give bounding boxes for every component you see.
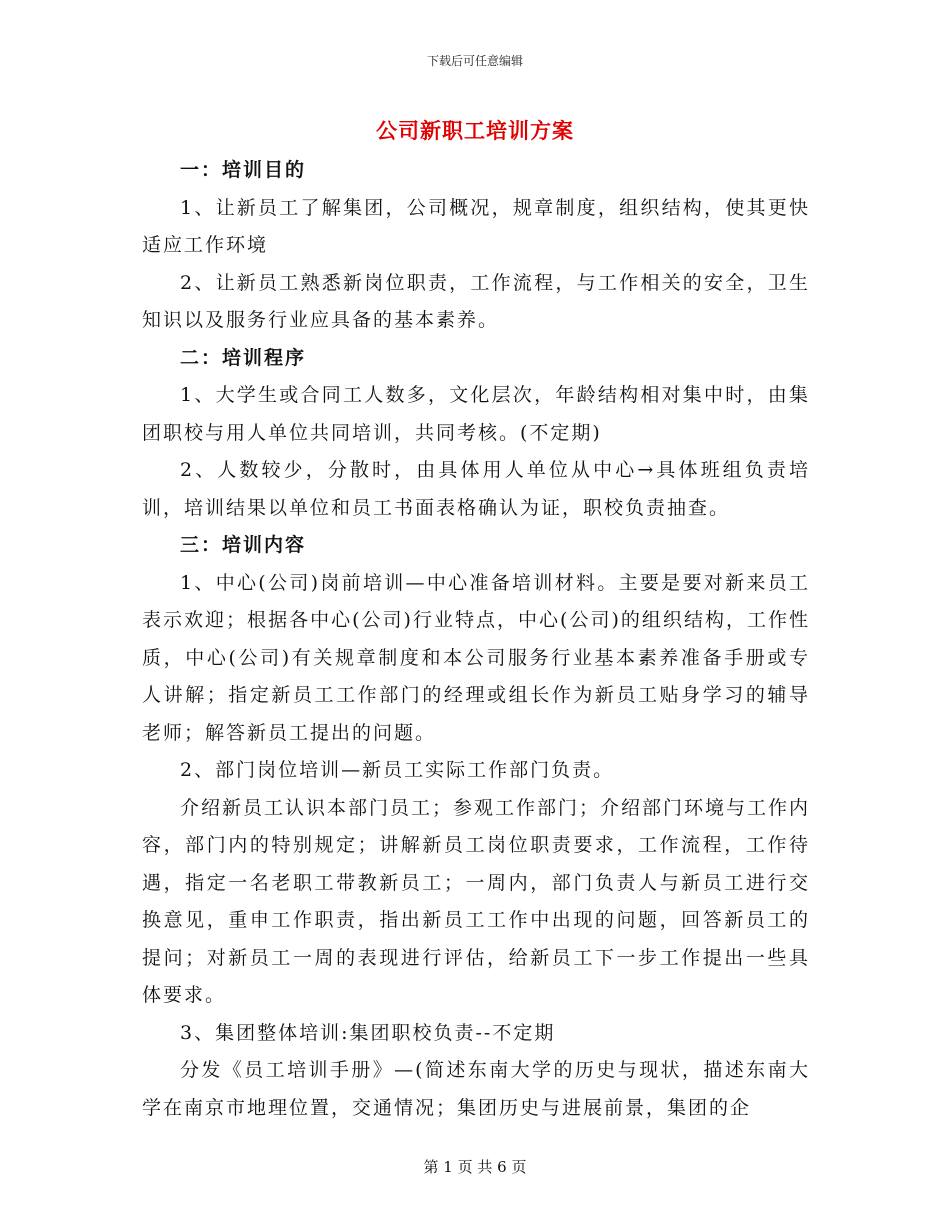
paragraph: 2、让新员工熟悉新岗位职责，工作流程，与工作相关的安全，卫生知识以及服务行业应具备的基本素养。 [142,271,810,331]
section-heading: 一：培训目的 [180,159,307,181]
paragraph: 3、集团整体培训:集团职校负责--不定期 [180,1021,556,1044]
paragraph: 1、让新员工了解集团，公司概况，规章制度，组织结构，使其更快适应工作环境 [142,196,810,256]
paragraph: 分发《员工培训手册》—(简述东南大学的历史与现状，描述东南大学在南京市地理位置，交通情况；集团历史与进展前景，集团的企 [142,1059,810,1119]
section-heading: 三：培训内容 [180,534,307,556]
paragraph: 介绍新员工认识本部门员工；参观工作部门；介绍部门环境与工作内容，部门内的特别规定；讲解新员工岗位职责要求，工作流程，工作待遇，指定一名老职工带教新员工；一周内，部门负责人与新员工进行交换意见，重申工作职责，指出新员工工作中出现的问题，回答新员工的提问；对新员工一周的表现进行评估，给新员工下一步工作提出一些具体要求。 [142,796,811,1006]
document-title: 公司新职工培训方案 [376,118,574,143]
document-body [142,152,810,1127]
section-heading: 二：培训程序 [180,346,307,369]
paragraph: 2、部门岗位培训—新员工实际工作部门负责。 [180,759,615,781]
page-number: 第 1 页 共 6 页 [423,1158,527,1176]
paragraph: 1、中心(公司)岗前培训—中心准备培训材料。主要是要对新来员工表示欢迎；根据各中心(公司)行业特点，中心(公司)的组织结构，工作性质，中心(公司)有关规章制度和本公司服务行业基本素养准备手册或专人讲解；指定新员工工作部门的经理或组长作为新员工贴身学习的辅导老师；解答新员工提出的问题。 [142,571,810,744]
page-header: 下载后可任意编辑 [426,54,523,68]
paragraph: 1、大学生或合同工人数多，文化层次，年龄结构相对集中时，由集团职校与用人单位共同培训，共同考核。(不定期) [142,384,810,444]
paragraph: 2、人数较少，分散时，由具体用人单位从中心→具体班组负责培训，培训结果以单位和员工书面表格确认为证，职校负责抽查。 [142,459,810,519]
